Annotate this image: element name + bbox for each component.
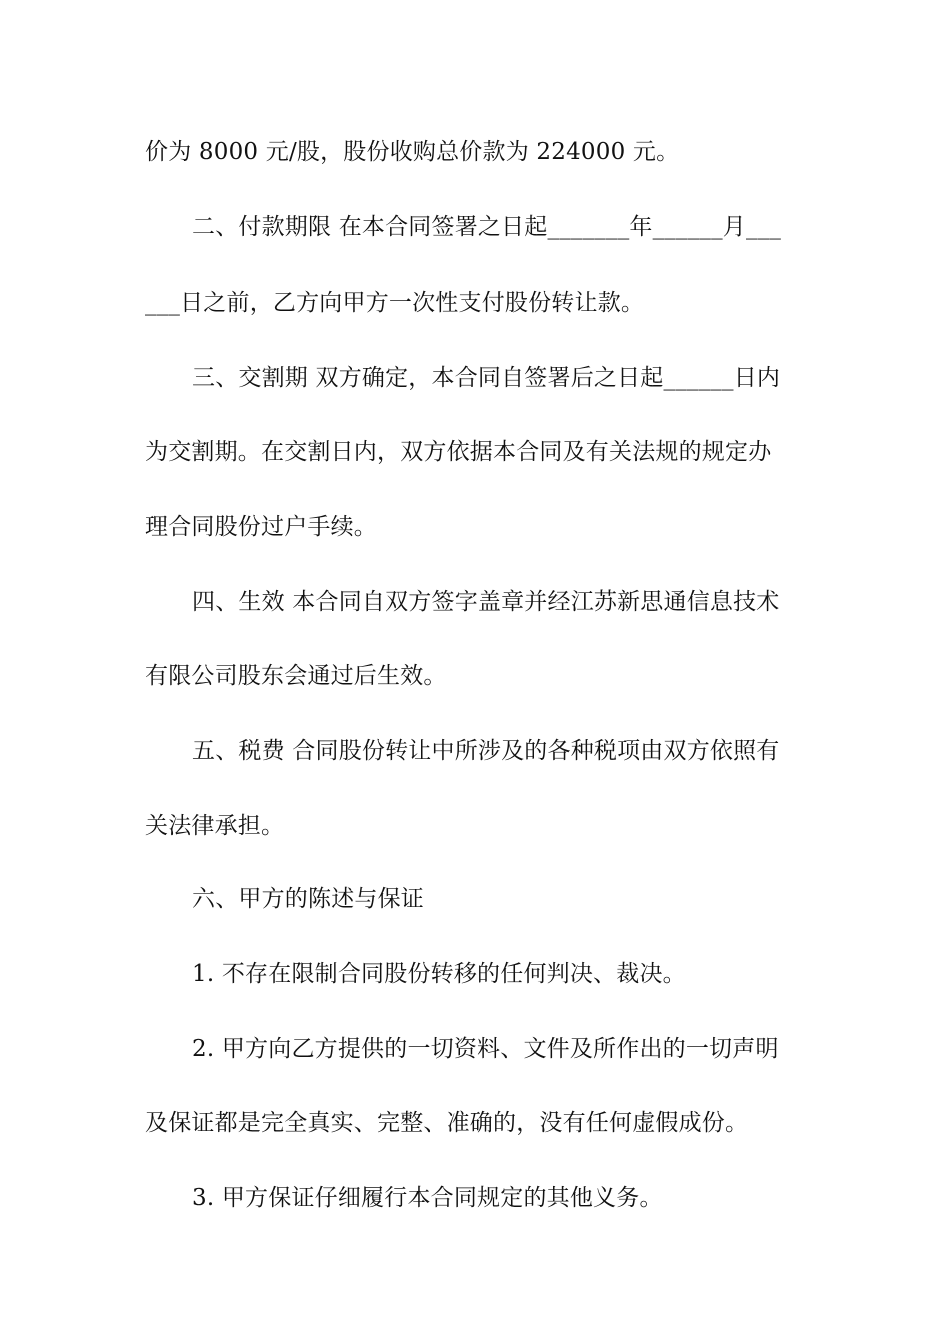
text-line-item-2: 2. 甲方向乙方提供的一切资料、文件及所作出的一切声明 xyxy=(192,1036,779,1062)
text-line-payment-term: 二、付款期限 在本合同签署之日起_______年______月___ xyxy=(192,214,782,240)
text-line-delivery-period-cont: 为交割期。在交割日内，双方依据本合同及有关法规的规定办 xyxy=(145,439,772,465)
text-line-item-1: 1. 不存在限制合同股份转移的任何判决、裁决。 xyxy=(192,961,686,987)
text-line-effectiveness: 四、生效 本合同自双方签字盖章并经江苏新思通信息技术 xyxy=(192,589,780,615)
text-line-delivery-period-end: 理合同股份过户手续。 xyxy=(145,514,377,540)
text-line-price: 价为 8000 元/股，股份收购总价款为 224000 元。 xyxy=(145,139,680,165)
text-line-item-3: 3. 甲方保证仔细履行本合同规定的其他义务。 xyxy=(192,1185,663,1211)
text-line-item-2-cont: 及保证都是完全真实、完整、准确的，没有任何虚假成份。 xyxy=(145,1110,749,1136)
text-line-taxes: 五、税费 合同股份转让中所涉及的各种税项由双方依照有 xyxy=(192,738,780,764)
text-line-delivery-period: 三、交割期 双方确定，本合同自签署后之日起______日内 xyxy=(192,365,781,391)
text-line-effectiveness-cont: 有限公司股东会通过后生效。 xyxy=(145,663,447,689)
text-line-payment-term-cont: ___日之前，乙方向甲方一次性支付股份转让款。 xyxy=(145,290,645,316)
text-line-taxes-cont: 关法律承担。 xyxy=(145,813,285,839)
section-heading-representations: 六、甲方的陈述与保证 xyxy=(192,886,424,912)
